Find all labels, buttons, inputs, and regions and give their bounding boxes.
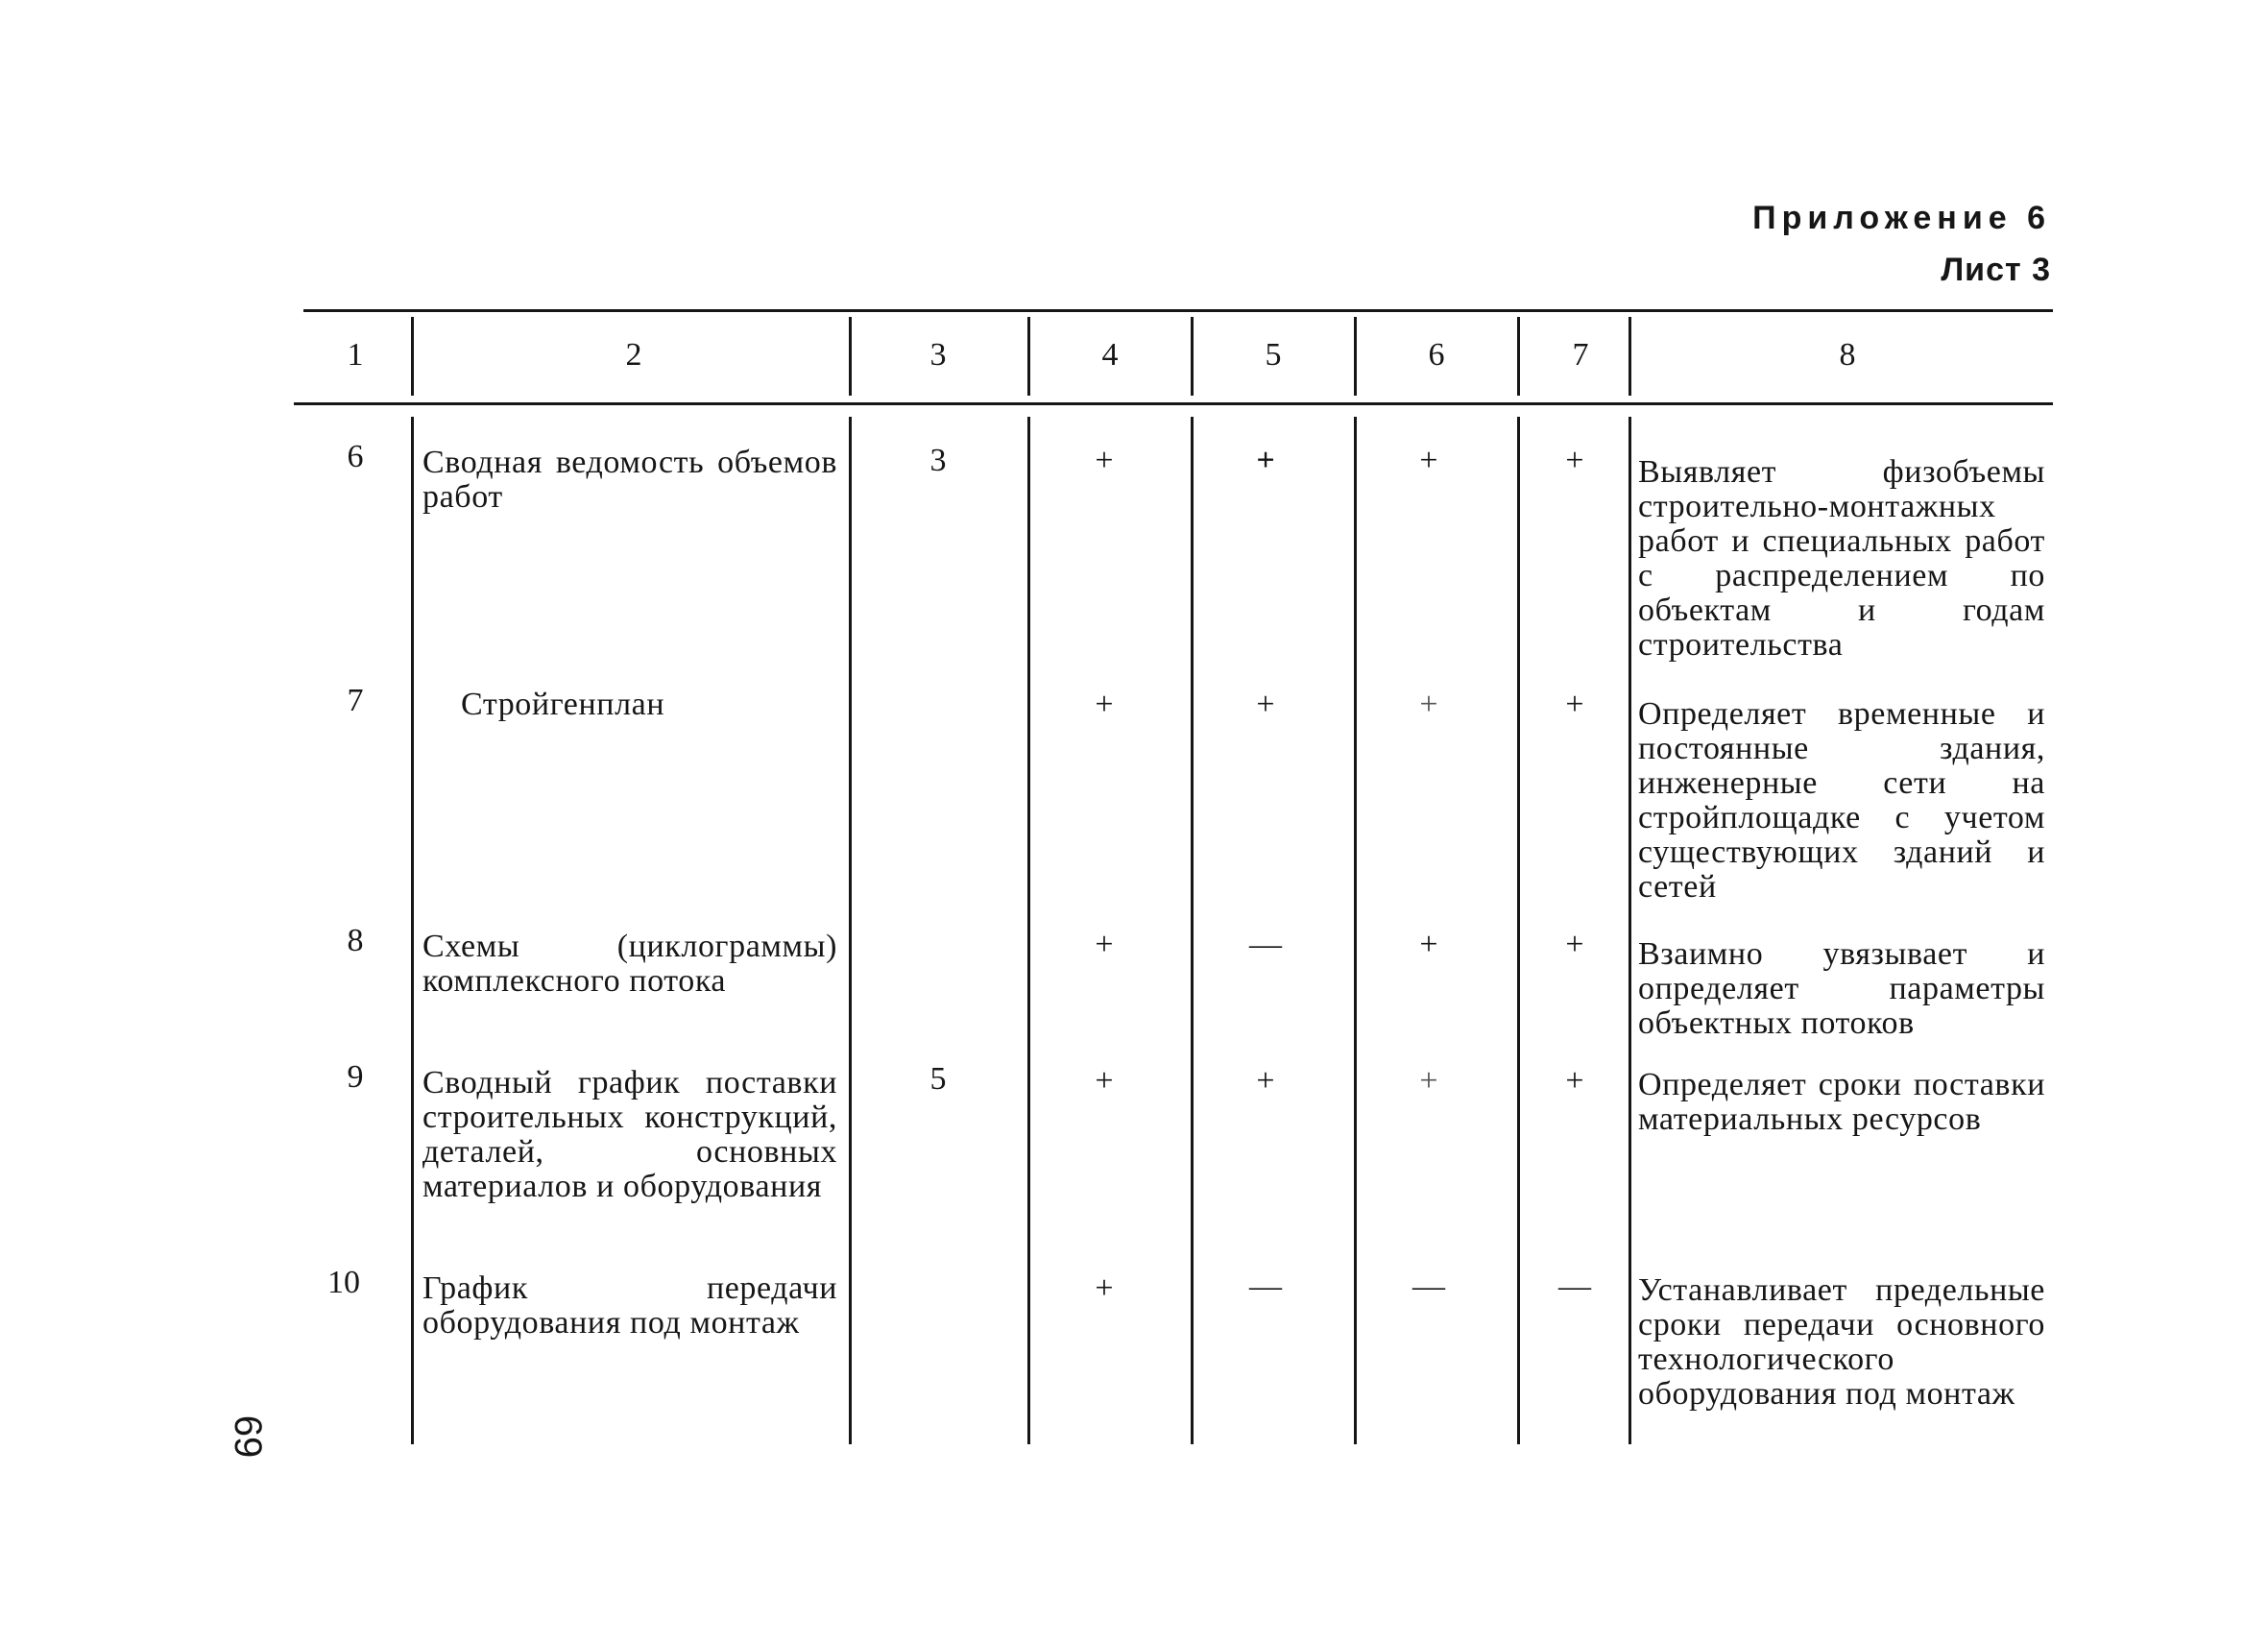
row-description: Определяет временные и постоянные здания, инженерные сети на стройплощадке с учетом существующих зданий и сетей <box>1638 696 2045 905</box>
appendix-title: Приложение 6 <box>1752 200 2051 236</box>
table-header-rule <box>294 402 2053 405</box>
column-header: 7 <box>1572 337 1589 373</box>
row-description: Взаимно увязывает и определяет параметры объектных потоков <box>1638 936 2045 1041</box>
row-col7-mark: + <box>1565 443 1584 478</box>
row-col5-mark: — <box>1249 1269 1282 1304</box>
column-header: 8 <box>1839 337 1856 373</box>
row-number: 7 <box>347 683 364 718</box>
column-header: 1 <box>347 337 364 373</box>
row-description: Выявляет физобъемы строительно-монтажных работ и специальных работ с распределением по объектам и годам строительства <box>1638 454 2045 663</box>
column-header: 4 <box>1101 337 1119 373</box>
row-number: 6 <box>347 439 364 474</box>
col-divider <box>1517 317 1520 396</box>
col-divider <box>1027 317 1030 396</box>
col-divider <box>411 317 414 396</box>
row-col7-mark: + <box>1565 687 1584 722</box>
row-col5-mark: + <box>1256 687 1275 722</box>
page-number: 69 <box>227 1414 269 1459</box>
row-col7-mark: + <box>1565 1063 1584 1099</box>
row-col6-mark: + <box>1419 443 1438 478</box>
column-header: 3 <box>929 337 947 373</box>
row-description: Определяет сроки поставки материальных ресурсов <box>1638 1067 2045 1137</box>
row-document-name: График передачи оборудования под монтаж <box>422 1270 837 1341</box>
row-col4-mark: + <box>1095 1270 1114 1306</box>
row-document-name: Сводный график поставки строительных конструкций, деталей, основных материалов и оборудования <box>422 1065 837 1204</box>
col-divider <box>1629 317 1631 396</box>
row-number: 9 <box>347 1059 364 1095</box>
row-col4-mark: + <box>1095 687 1114 722</box>
col-divider <box>1354 317 1357 396</box>
row-col7-mark: — <box>1558 1269 1591 1304</box>
row-col4-mark: + <box>1095 1063 1114 1099</box>
row-col5-mark: + <box>1256 443 1275 478</box>
col-divider <box>1027 417 1030 1444</box>
row-col3-value: 3 <box>929 443 947 478</box>
row-col5-mark: — <box>1249 927 1282 962</box>
row-col7-mark: + <box>1565 927 1584 962</box>
row-number: 10 <box>327 1265 360 1300</box>
col-divider <box>1191 417 1194 1444</box>
col-divider <box>1191 317 1194 396</box>
col-divider <box>849 317 852 396</box>
col-divider <box>1629 417 1631 1444</box>
col-divider <box>411 417 414 1444</box>
col-divider <box>1354 417 1357 1444</box>
row-number: 8 <box>347 923 364 958</box>
table-top-rule <box>303 309 2053 312</box>
column-header: 2 <box>625 337 642 373</box>
col-divider <box>849 417 852 1444</box>
row-col6-mark: + <box>1419 687 1438 722</box>
column-header: 6 <box>1428 337 1445 373</box>
row-col4-mark: + <box>1095 443 1114 478</box>
sheet-label: Лист 3 <box>1941 252 2051 288</box>
row-document-name: Схемы (циклограммы) комплексного потока <box>422 929 837 999</box>
row-col6-mark: — <box>1412 1269 1445 1304</box>
column-header: 5 <box>1265 337 1282 373</box>
col-divider <box>1517 417 1520 1444</box>
row-document-name: Стройгенплан <box>461 687 665 722</box>
row-document-name: Сводная ведомость объемов работ <box>422 445 837 515</box>
row-col6-mark: + <box>1419 1063 1438 1099</box>
row-col5-mark: + <box>1256 1063 1275 1099</box>
row-col4-mark: + <box>1095 927 1114 962</box>
row-col6-mark: + <box>1419 927 1438 962</box>
row-description: Устанавливает предельные сроки передачи основного технологического оборудования под монтаж <box>1638 1272 2045 1412</box>
row-col3-value: 5 <box>929 1061 947 1097</box>
